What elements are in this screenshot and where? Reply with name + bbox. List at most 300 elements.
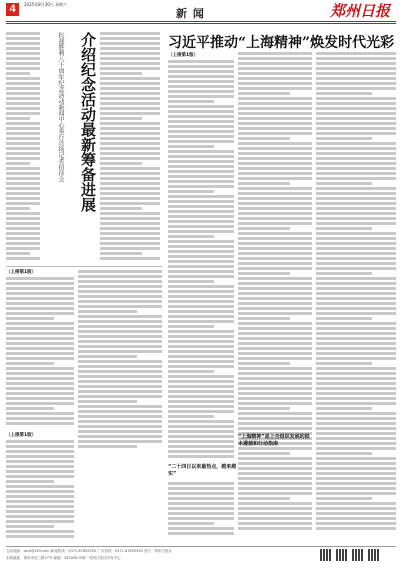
text-line — [238, 287, 312, 290]
text-line — [100, 237, 160, 240]
text-line — [168, 497, 234, 500]
text-line — [100, 182, 160, 185]
text-line — [100, 92, 160, 95]
text-line — [168, 225, 234, 228]
main-column-1 — [168, 60, 234, 460]
text-line — [6, 102, 40, 105]
section-title: 新 闻 — [176, 7, 205, 20]
text-line — [238, 237, 312, 240]
text-line — [6, 440, 74, 443]
text-line — [238, 372, 312, 375]
text-line — [238, 367, 312, 370]
text-line — [168, 175, 234, 178]
text-line — [6, 297, 74, 300]
text-line — [168, 265, 234, 268]
header-rule-2 — [6, 23, 396, 24]
text-line — [78, 275, 162, 278]
text-line — [168, 380, 234, 383]
text-line — [6, 72, 30, 75]
left-article-title: 介绍纪念活动最新筹备进展 — [79, 32, 97, 212]
text-line — [316, 352, 396, 355]
text-line — [78, 345, 162, 348]
text-line — [238, 52, 312, 55]
text-line — [316, 472, 396, 475]
text-line — [6, 367, 74, 370]
text-line — [6, 292, 74, 295]
text-line — [238, 522, 312, 525]
text-line — [238, 137, 290, 140]
text-line — [78, 370, 162, 373]
text-line — [6, 177, 40, 180]
text-line — [100, 62, 160, 65]
text-line — [168, 230, 234, 233]
text-line — [316, 112, 396, 115]
text-line — [168, 160, 234, 163]
text-line — [100, 82, 160, 85]
text-line — [168, 240, 234, 243]
text-line — [238, 312, 312, 315]
text-line — [6, 322, 74, 325]
text-line — [238, 132, 312, 135]
text-line — [100, 87, 160, 90]
text-line — [316, 102, 396, 105]
main-subhead-d: “上海精神”是上合组织发展的根本遵循和行动指南 — [238, 434, 310, 447]
text-line — [168, 85, 234, 88]
text-line — [316, 287, 396, 290]
text-line — [6, 227, 40, 230]
text-line — [168, 290, 234, 293]
text-line — [316, 232, 396, 235]
text-line — [168, 435, 234, 438]
text-line — [168, 335, 234, 338]
text-line — [6, 332, 74, 335]
text-line — [238, 462, 312, 465]
text-line — [316, 227, 372, 230]
text-line — [316, 272, 372, 275]
text-line — [78, 335, 162, 338]
text-line — [168, 165, 234, 168]
text-line — [6, 480, 54, 483]
text-line — [100, 162, 142, 165]
text-line — [316, 407, 372, 410]
text-line — [238, 402, 312, 405]
text-line — [168, 90, 234, 93]
text-line — [168, 455, 234, 458]
text-line — [316, 332, 396, 335]
text-line — [6, 57, 40, 60]
text-line — [6, 412, 74, 415]
text-line — [168, 125, 234, 128]
text-line — [316, 107, 396, 110]
text-line — [6, 242, 40, 245]
text-line — [238, 382, 312, 385]
text-line — [78, 400, 137, 403]
text-line — [6, 392, 74, 395]
text-line — [238, 327, 312, 330]
text-line — [6, 445, 74, 448]
text-line — [238, 107, 312, 110]
text-line — [316, 297, 396, 300]
text-line — [78, 355, 137, 358]
text-line — [316, 317, 372, 320]
text-line — [6, 162, 30, 165]
text-line — [168, 305, 234, 308]
text-line — [168, 410, 234, 413]
text-line — [78, 430, 162, 433]
text-line — [316, 457, 396, 460]
text-line — [238, 422, 312, 425]
text-line — [316, 237, 396, 240]
text-line — [168, 370, 214, 373]
text-line — [316, 382, 396, 385]
text-line — [238, 172, 312, 175]
text-line — [238, 97, 312, 100]
text-line — [238, 297, 312, 300]
left-column-text — [6, 32, 40, 262]
text-line — [168, 130, 234, 133]
text-line — [316, 367, 396, 370]
text-line — [168, 502, 234, 505]
text-line — [6, 37, 40, 40]
text-line — [6, 122, 40, 125]
text-line — [100, 77, 160, 80]
text-line — [6, 530, 74, 533]
text-line — [6, 32, 40, 35]
text-line — [168, 110, 234, 113]
text-line — [238, 62, 312, 65]
text-line — [100, 252, 142, 255]
text-line — [6, 132, 40, 135]
text-line — [168, 185, 234, 188]
text-line — [6, 377, 74, 380]
text-line — [316, 342, 396, 345]
text-line — [238, 157, 312, 160]
text-line — [316, 97, 396, 100]
left-bottom-text-3 — [6, 440, 74, 540]
text-line — [316, 72, 396, 75]
text-line — [6, 232, 40, 235]
text-line — [78, 375, 162, 378]
text-line — [168, 482, 234, 485]
text-line — [316, 487, 396, 490]
left-bottom-text-2 — [78, 270, 162, 450]
text-line — [316, 362, 372, 365]
text-line — [78, 330, 162, 333]
left-divider — [6, 266, 162, 267]
text-line — [6, 237, 40, 240]
text-line — [316, 372, 396, 375]
text-line — [6, 217, 40, 220]
main-subhead-a: （上接第1版） — [168, 53, 199, 58]
text-line — [168, 325, 214, 328]
text-line — [6, 192, 40, 195]
text-line — [316, 162, 396, 165]
text-line — [238, 82, 312, 85]
text-line — [238, 192, 312, 195]
text-line — [100, 97, 160, 100]
text-line — [316, 117, 396, 120]
text-line — [168, 245, 234, 248]
text-line — [100, 57, 160, 60]
text-line — [238, 357, 312, 360]
text-line — [6, 127, 40, 130]
text-line — [168, 285, 234, 288]
text-line — [316, 147, 396, 150]
text-line — [168, 425, 234, 428]
text-line — [238, 457, 312, 460]
text-line — [168, 120, 234, 123]
text-line — [316, 137, 372, 140]
text-line — [316, 192, 396, 195]
text-line — [6, 465, 74, 468]
text-line — [6, 525, 54, 528]
text-line — [100, 147, 160, 150]
text-line — [78, 320, 162, 323]
text-line — [238, 272, 290, 275]
text-line — [78, 280, 162, 283]
text-line — [238, 322, 312, 325]
text-line — [168, 487, 234, 490]
text-line — [168, 340, 234, 343]
text-line — [6, 490, 74, 493]
text-line — [238, 387, 312, 390]
text-line — [168, 445, 234, 448]
text-line — [238, 232, 312, 235]
left-article-subtitle: 抗战胜利八十周年纪念活动新闻中心举行首场记者招待会 — [57, 32, 64, 182]
text-line — [316, 387, 396, 390]
text-line — [316, 422, 396, 425]
text-line — [316, 437, 396, 440]
text-line — [6, 277, 74, 280]
text-line — [6, 510, 74, 513]
text-line — [238, 497, 290, 500]
text-line — [100, 32, 160, 35]
text-line — [168, 320, 234, 323]
text-line — [238, 207, 312, 210]
text-line — [238, 397, 312, 400]
text-line — [316, 527, 396, 530]
text-line — [78, 380, 162, 383]
text-line — [6, 157, 40, 160]
text-line — [316, 257, 396, 260]
text-line — [316, 412, 396, 415]
text-line — [168, 300, 234, 303]
text-line — [100, 42, 160, 45]
text-line — [238, 317, 290, 320]
text-line — [316, 327, 396, 330]
text-line — [100, 102, 160, 105]
text-line — [6, 222, 40, 225]
text-line — [78, 285, 162, 288]
text-line — [6, 312, 74, 315]
text-line — [100, 142, 160, 145]
text-line — [316, 142, 396, 145]
text-line — [316, 357, 396, 360]
main-column-2 — [238, 52, 312, 532]
text-line — [168, 450, 234, 453]
text-line — [78, 325, 162, 328]
text-line — [238, 337, 312, 340]
text-line — [100, 117, 142, 120]
text-line — [168, 255, 234, 258]
text-line — [6, 362, 54, 365]
text-line — [238, 302, 312, 305]
text-line — [168, 235, 214, 238]
text-line — [100, 107, 160, 110]
text-line — [316, 307, 396, 310]
text-line — [168, 315, 234, 318]
text-line — [6, 357, 74, 360]
text-line — [100, 197, 160, 200]
text-line — [168, 415, 214, 418]
text-line — [316, 187, 396, 190]
qr-code-icon-2 — [336, 549, 348, 561]
text-line — [168, 360, 234, 363]
text-line — [238, 112, 312, 115]
text-line — [78, 310, 137, 313]
text-line — [238, 257, 312, 260]
text-line — [6, 152, 40, 155]
text-line — [168, 430, 234, 433]
text-line — [238, 277, 312, 280]
text-line — [238, 102, 312, 105]
masthead-logo: 郑州日报 — [330, 2, 391, 20]
text-line — [238, 282, 312, 285]
text-line — [238, 187, 312, 190]
text-line — [238, 152, 312, 155]
text-line — [6, 515, 74, 518]
text-line — [168, 195, 234, 198]
text-line — [316, 347, 396, 350]
text-line — [168, 507, 234, 510]
text-line — [238, 517, 312, 520]
text-line — [316, 447, 396, 450]
text-line — [168, 65, 234, 68]
text-line — [238, 392, 312, 395]
main-column-1b — [168, 482, 234, 540]
text-line — [238, 162, 312, 165]
text-line — [6, 450, 74, 453]
text-line — [6, 187, 40, 190]
text-line — [316, 452, 372, 455]
text-line — [6, 117, 30, 120]
text-line — [78, 415, 162, 418]
text-line — [100, 222, 160, 225]
text-line — [6, 287, 74, 290]
text-line — [168, 250, 234, 253]
text-line — [238, 342, 312, 345]
qr-code-icon — [320, 549, 332, 561]
text-line — [238, 417, 312, 420]
text-line — [168, 440, 234, 443]
text-line — [316, 77, 396, 80]
text-line — [238, 362, 290, 365]
text-line — [316, 282, 396, 285]
text-line — [78, 420, 162, 423]
text-line — [168, 400, 234, 403]
text-line — [316, 152, 396, 155]
text-line — [238, 77, 312, 80]
text-line — [6, 87, 40, 90]
text-line — [6, 382, 74, 385]
text-line — [6, 207, 30, 210]
text-line — [238, 377, 312, 380]
text-line — [316, 177, 396, 180]
text-line — [316, 497, 372, 500]
text-line — [316, 62, 396, 65]
text-line — [168, 220, 234, 223]
text-line — [238, 227, 290, 230]
text-line — [168, 350, 234, 353]
text-line — [168, 365, 234, 368]
text-line — [316, 122, 396, 125]
left-column-text-2 — [100, 32, 160, 262]
header-rule — [6, 21, 396, 22]
text-line — [168, 260, 234, 263]
text-line — [100, 72, 142, 75]
text-line — [316, 277, 396, 280]
text-line — [6, 47, 40, 50]
main-column-3 — [316, 52, 396, 532]
text-line — [238, 487, 312, 490]
text-line — [238, 352, 312, 355]
text-line — [238, 332, 312, 335]
text-line — [316, 52, 396, 55]
text-line — [6, 257, 40, 260]
text-line — [6, 475, 74, 478]
text-line — [316, 467, 396, 470]
text-line — [6, 307, 74, 310]
text-line — [6, 107, 40, 110]
text-line — [6, 62, 40, 65]
text-line — [316, 67, 396, 70]
text-line — [168, 270, 234, 273]
text-line — [78, 365, 162, 368]
text-line — [168, 190, 214, 193]
text-line — [6, 485, 74, 488]
text-line — [238, 292, 312, 295]
text-line — [168, 200, 234, 203]
text-line — [316, 522, 396, 525]
text-line — [78, 410, 162, 413]
text-line — [316, 217, 396, 220]
text-line — [238, 477, 312, 480]
text-line — [78, 290, 162, 293]
text-line — [168, 80, 234, 83]
text-line — [100, 217, 160, 220]
text-line — [168, 310, 234, 313]
text-line — [78, 395, 162, 398]
text-line — [316, 512, 396, 515]
text-line — [316, 267, 396, 270]
text-line — [6, 142, 40, 145]
main-subhead-b: “二十四日以来最热点，越来越实” — [168, 464, 237, 477]
text-line — [100, 207, 142, 210]
text-line — [168, 330, 234, 333]
text-line — [238, 122, 312, 125]
text-line — [316, 82, 396, 85]
text-line — [6, 197, 40, 200]
text-line — [6, 67, 40, 70]
date-line: 2025年8月30日 星期六 — [24, 2, 68, 7]
text-line — [168, 70, 234, 73]
text-line — [316, 517, 396, 520]
text-line — [316, 432, 396, 435]
text-line — [78, 435, 162, 438]
text-line — [316, 247, 396, 250]
text-line — [168, 275, 234, 278]
text-line — [78, 445, 137, 448]
